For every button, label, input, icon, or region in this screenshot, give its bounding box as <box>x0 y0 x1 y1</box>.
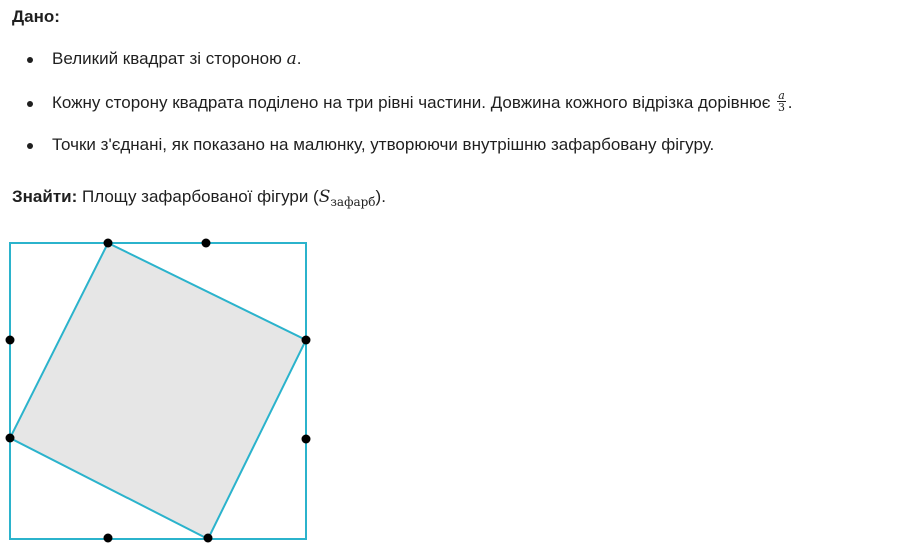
fraction-denominator: 3 <box>777 101 785 115</box>
point-right-2 <box>302 435 311 444</box>
point-left-1 <box>6 336 15 345</box>
point-right-1 <box>302 336 311 345</box>
geometry-diagram <box>0 228 320 548</box>
point-top-1 <box>104 239 113 248</box>
point-bottom-1 <box>104 534 113 543</box>
point-top-2 <box>202 239 211 248</box>
item-text: Кожну сторону квадрата поділено на три рівні частини. Довжина кожного відрізка дорівнює <box>52 93 771 112</box>
bullet-icon <box>27 143 33 149</box>
item-suffix: . <box>787 93 793 112</box>
fraction-a-over-3 <box>777 90 786 113</box>
item-suffix: . <box>296 49 302 68</box>
bullet-icon <box>27 101 33 107</box>
point-bottom-2 <box>204 534 213 543</box>
inner-shaded-shape <box>10 243 306 539</box>
bullet-icon <box>27 57 33 63</box>
find-text: Площу зафарбованої фігури ( <box>82 187 319 206</box>
item-text: Точки з'єднані, як показано на малюнку, утворюючи внутрішню зафарбовану фігуру. <box>52 135 715 154</box>
subscript: зафарб <box>330 195 376 209</box>
find-label: Знайти: <box>12 187 78 206</box>
find-suffix: ). <box>375 187 386 206</box>
fraction-numerator: a <box>778 89 785 103</box>
var-s: S <box>318 187 331 207</box>
given-heading: Дано: <box>12 7 60 26</box>
var-a: a <box>286 49 297 69</box>
item-text: Великий квадрат зі стороною <box>52 49 282 68</box>
find-line <box>12 186 386 209</box>
point-left-2 <box>6 434 15 443</box>
